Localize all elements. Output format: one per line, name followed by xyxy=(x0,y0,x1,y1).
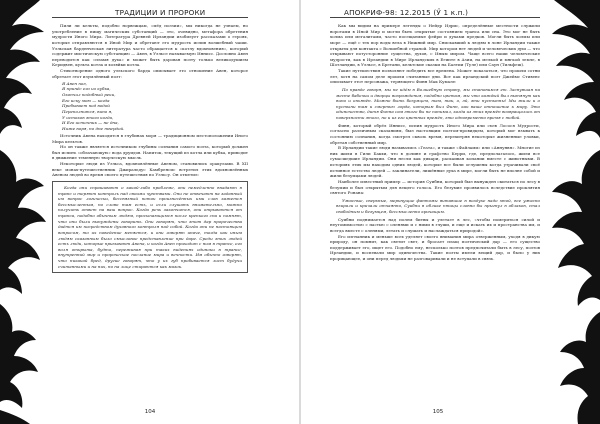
paragraph: Наиболее известный пример — история Суибни, который был вынужден скитаться по лесу в безумии и был открытым для вещего голоса. Его безумие проявилось вследствие проклятия святого Ронана: xyxy=(330,178,540,196)
tribal-flame-ornament-icon xyxy=(540,0,600,424)
italic-quote: По правде говоря, мы не идём в Волшебную страну, мы становимся ею. Заснувшая на месте бабочки и дворцы возрождения, подобно цветам, мы что каждый был вытянут как вино и опьянён. Можно быть безумцем, там, так, о, эй, эти пустынны! Мы жили и о пустыни там и смертью лорда, которым был Финн, как ваше отношение к миру. Это одиночество, дитя Финна сам этого бы не понимал, когда из этих времён возвращались от поверхности этого, но и из его цветных времён, это одновременно время с тобой. xyxy=(336,86,540,120)
verse-line: У истоков этого когда, xyxy=(62,114,114,120)
right-page xyxy=(300,0,600,424)
verse-line: Переполнится, вино я, xyxy=(62,108,113,114)
verse-line: Я принёс его из кубка, xyxy=(62,86,111,92)
verse-line: И Его источник — не дна, xyxy=(62,120,119,126)
paragraph: Финн, который обрёл Иннисс, испив мудрость Иного Мира или съев Лосося Мудрости, согласно различным сказаниям, был настоящим поэтом-провидцем, который мог взывать к состоянию сознания, когда смотрел сквозь время, перехитряя некоторые жизненные уловки, обретая собственный мир. xyxy=(330,122,540,145)
page-number: 104 xyxy=(144,409,156,415)
paragraph: Стихотворение одного уэльского барда описывает это отношение Авен, которое обретает этот изумлённый поэт: xyxy=(52,68,248,79)
paragraph: Такие путешествия позволяют победить все времена. Может показаться, что прошли сотни лет, хотя на самом деле прошли считанные дни. Вот как ирландский поэт Джеймс Стивенс описывает этот персонажа, теряющего Финн Мак Кумале: xyxy=(330,68,540,85)
paragraph: Некоторые люди из Уэльса, вдохновлённые Авеном, становились оракулами. В XII веке монах-путешественник Джиральдус Камбренсис встретил этих вдохновлённых Авеном людей во время своего путешествия по Уэльсу. Он отметил: xyxy=(52,161,248,178)
paragraph: Суибни поднимается над полем битвы и улетает в лес, «чтобы помериться силой и неутомимостью с пастью с оленями и с ними в глуши, и еще и искать их и пространства им, и всегда вместе с оленями, летать и слушать и наслаждаться природой». xyxy=(330,216,540,233)
paragraph: Пили ли кельты, подобно норвежцам, «мёд поэзии», мы никогда не узнаем, но употребление в пищу магических субстанций — это, очевидно, метафора обретения мудрости Иного Мира. Литература Древней Ирландии изобилует рассказами о героях, которые отправляются в Иной Мир и обретают его мудрость испив волшебный чаши. Уэльская барденческая литература часто обращается к «котлу вдохновения», который содержит мистическую субстанцию — Авен, в Уэльсе называемую Иннисс. Дословно Авен переводится как «пламя духа» и может быть дарован поэту только великодушием Керидвен, культа котла и хозяйки котла. xyxy=(52,23,248,68)
tribal-flame-ornament-icon xyxy=(0,0,56,424)
verse-line: Я Авен поэ, xyxy=(62,80,87,86)
verse-line: Окончил подобный реки, xyxy=(62,92,116,97)
running-head: ТРАДИЦИИ И ПРОРОКИ xyxy=(115,8,206,17)
verse-line: Ниже воря, но дне твердой. xyxy=(62,125,125,131)
boxed-quote xyxy=(52,181,248,273)
paragraph: Но он также является источником глубины сознания самого поэта, который должен был испить «облачающую» вода друидов. Напиток, текущий из котла или кубка, приводит в движение теменную творческую мысль. xyxy=(52,144,248,161)
italic-quote: Ужасные, сверхные, меркнущие фантомы витавшие в воздухе надо мной, все ужасно взирали и кричали отчаянно, Суибни в облике птицы словно бы прыгнул в облаков, стал свободным и безумцем, бессмысленно кричащим. xyxy=(336,197,540,214)
paragraph: Как мы видим на примере легенды о Нейдр Идрис, определённые местности служили воротами в Иной Мир и могли быть открытые состоянием транса или сна. Это мог не быть холма или мегалитами, часто посещаемые фейри и духами предков. Могли быть холмы или море — ещё с тех пор воды вела в Нижний мир. Снискавший к людям в лоне Ирландии также открыты для контакта с Волшебной страной. Мир котором нет людей и человеческих душ — что открывают потусторонние существа, духов, с Иным миром. Чаще всего наши человеческие мудрости, как в Ирландии в Мире Ирландских в Египте в Азии, на мелкой и мягкой земле, в Шотландии, в Уэльсе, в Бретани, кельтские сказки на Балтии (Туле) или Саун (Тильфеш). xyxy=(330,23,540,68)
right-body-text xyxy=(330,23,540,262)
quote-text: Когда они спрашивают о какой-либо проблеме, они немедленно впадают в транс и теряют контроль над своими чувствами. Они не отвечают на заданный им вопрос логически, бессвязный поток произнесённых ими слов кажется бессмысленным, но слово там есть, и если слушать внимательно, можно получить ответ на ваш вопрос. Когда речь закончится, они отрываются от транса, подобно обычным людям, просыпающимся после крепкого сна и помнят, что они были вынуждены говорить. Они говорят, что этот дар пророчества даётся им посредством духовного контроля над собой. Когда они не настоящим вопросом, то их поведение меняется, и они говорят иначе, тогда как иным людям сказанным было смысловое представление при даре. Среди этих людей есть люди, которые призывают Авена, и когда Авен приходит с ним в трансе, его воля открыта, будто, переживая при таких видениях одиноки в трансе, внутренний мир и пророческое послание мира и вечности. Им обычно говорят, что никакой бред, другие говорят, что у их губ пробивается лист будучи считанными и на них, но на лице стираются как мазок. xyxy=(58,184,242,269)
header-rule xyxy=(330,17,540,18)
header-rule xyxy=(52,17,248,18)
running-head: АПОКРИФ-98: 12.2015 (Ӳ 1 к.п.) xyxy=(344,8,469,17)
left-body-text xyxy=(52,23,248,276)
paragraph: В Ирландии такие люди назывались «Геата», и также «Файлами» или «Аннунвн». Многие из них жили в Гили Бакхи, что в долине и графство Керри, где, предполагалось, жили все сумасшедшие Ирландии. Они несли как дикари, раскаивая копании вместе с животными. В историях этих мы находим одних людей, которые все были оглушены когда утрачивали своё истинное естество людей — заклинатели, лишённые духа в мире, могли быть не вполне собой и жили безумцами людей. xyxy=(330,145,540,179)
paragraph: Источник Авена находится в глубинах моря — традиционном местоположении Иного Мира кельтов. xyxy=(52,132,248,144)
verse-line: Его иску мою — когда xyxy=(62,97,110,103)
verse-line: Пребывает под водой xyxy=(62,103,110,109)
page-number: 105 xyxy=(432,409,444,415)
paragraph: Его изгнанник и меньше всех уделяет своего внимания мира отверженным, уходя в дикую природу, он помнит, как светит свет, и бросает плащ поэтический дар — его существо поддерживает его, ищет его. Подобно ему, несколько поэтов предпочитали быть в лесу, поэтов Ирландии, и воспевали мир одиночества. Такие поэты имели вещий дар, и было у них прорицающее, и они перед людьми не разговаривали и не вступали в связь. xyxy=(330,233,540,261)
verse-block xyxy=(62,81,248,132)
